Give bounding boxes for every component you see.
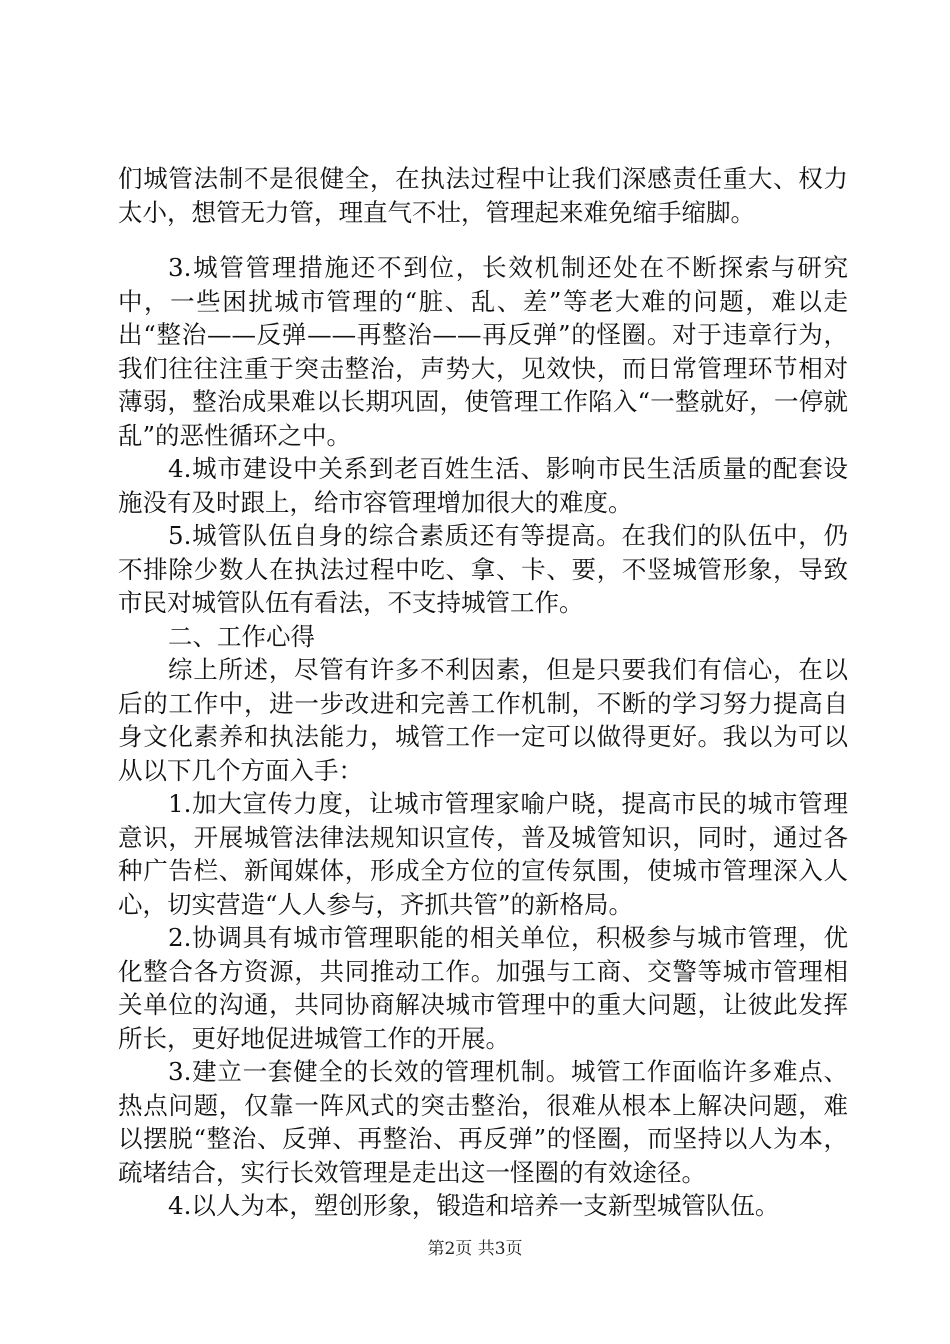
paragraph-summary: 综上所述，尽管有许多不利因素，但是只要我们有信心，在以后的工作中，进一步改进和完善工作机制，不断的学习努力提高自身文化素养和执法能力，城管工作一定可以做得更好。我以为可以从以下几个方面入手： — [118, 655, 848, 785]
section-heading: 二、工作心得 — [168, 621, 315, 651]
paragraph-item-5: 5.城管队伍自身的综合素质还有等提高。在我们的队伍中，仍不排除少数人在执法过程中吃、拿、卡、要，不竖城管形象，导致市民对城管队伍有看法，不支持城管工作。 — [118, 521, 848, 617]
paragraph-item-4: 4.城市建设中关系到老百姓生活、影响市民生活质量的配套设施没有及时跟上，给市容管理增加很大的难度。 — [118, 454, 848, 517]
paragraph-measure-4: 4.以人为本，塑创形象，锻造和培养一支新型城管队伍。 — [168, 1191, 780, 1220]
paragraph-item-3: 3.城管管理措施还不到位，长效机制还处在不断探索与研究中，一些困扰城市管理的“脏、乱、差”等老大难的问题，难以走出“整治——反弹——再整治——再反弹”的怪圈。对于违章行为，我们往往注重于突击整治，声势大，见效快，而日常管理环节相对薄弱，整治成果难以长期巩固，使管理工作陷入“一整就好，一停就乱”的恶性循环之中。 — [118, 253, 848, 450]
document-body — [118, 162, 848, 1223]
paragraph-measure-2: 2.协调具有城市管理职能的相关单位，积极参与城市管理，优化整合各方资源，共同推动工作。加强与工商、交警等城市管理相关单位的沟通，共同协商解决城市管理中的重大问题，让彼此发挥所长，更好地促进城管工作的开展。 — [118, 923, 848, 1053]
paragraph-measure-3: 3.建立一套健全的长效的管理机制。城管工作面临许多难点、热点问题，仅靠一阵风式的突击整治，很难从根本上解决问题，难以摆脱“整治、反弹、再整治、再反弹”的怪圈，而坚持以人为本，疏堵结合，实行长效管理是走出这一怪圈的有效途径。 — [118, 1057, 848, 1187]
paragraph-continued: 们城管法制不是很健全，在执法过程中让我们深感责任重大、权力太小，想管无力管，理直气不壮，管理起来难免缩手缩脚。 — [118, 164, 848, 227]
page-footer: 第2页 共3页 — [427, 1239, 523, 1259]
paragraph-measure-1: 1.加大宣传力度，让城市管理家喻户晓，提高市民的城市管理意识，开展城管法律法规知识宣传，普及城管知识，同时，通过各种广告栏、新闻媒体，形成全方位的宣传氛围，使城市管理深入人心，切实营造“人人参与，齐抓共管”的新格局。 — [118, 789, 848, 919]
